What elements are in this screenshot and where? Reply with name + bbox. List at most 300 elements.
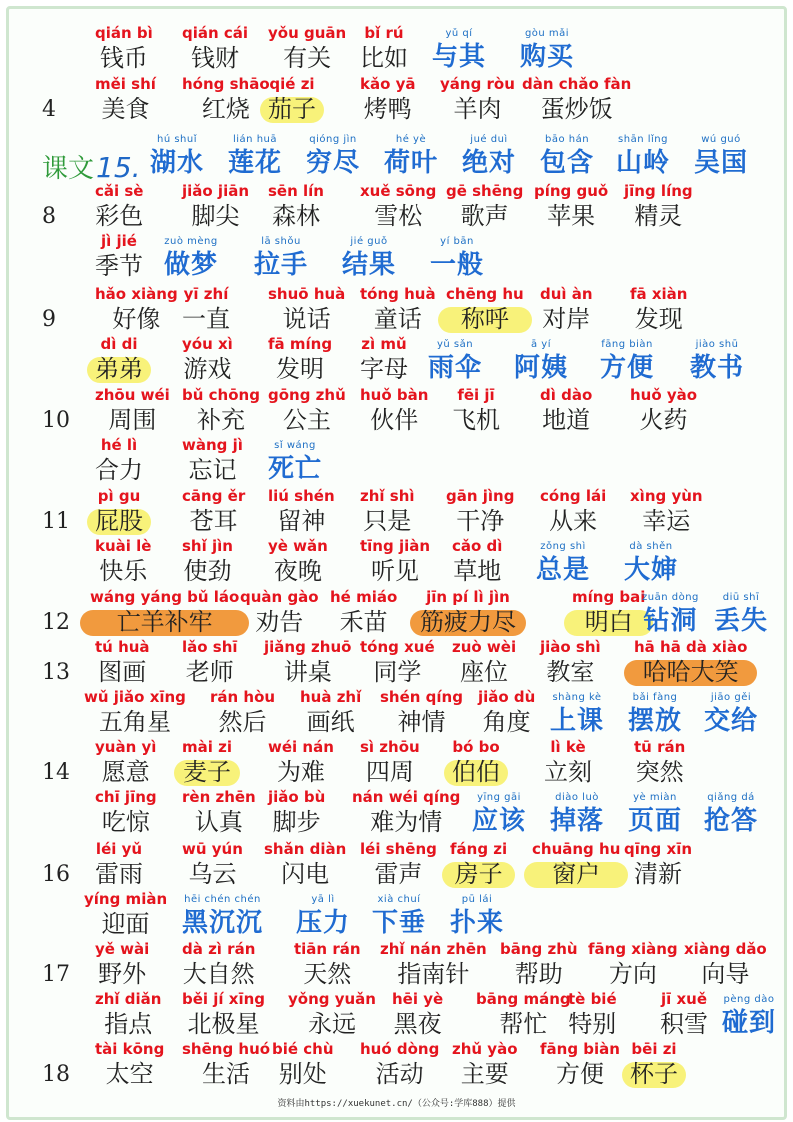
hanzi: 然后 xyxy=(218,708,267,736)
pinyin: shuō huà xyxy=(268,285,346,303)
hanzi: 难为情 xyxy=(370,808,443,836)
pinyin: qié zi xyxy=(269,75,315,93)
pinyin: diào luò xyxy=(555,792,599,803)
hanzi: 发现 xyxy=(634,305,683,333)
new-word xyxy=(228,130,282,180)
pinyin: hēi chén chén xyxy=(184,894,261,905)
pinyin: dì di xyxy=(100,335,138,353)
lesson-number: 10 xyxy=(42,408,70,433)
vocab-word xyxy=(182,487,245,537)
hanzi: 指点 xyxy=(104,1010,153,1038)
lesson-number: 8 xyxy=(42,204,56,229)
hanzi: 只是 xyxy=(363,507,412,535)
hanzi: 地道 xyxy=(542,406,591,434)
pinyin: shǐ jìn xyxy=(182,537,233,555)
pinyin: jué duì xyxy=(470,134,508,145)
hanzi: 图画 xyxy=(98,658,147,686)
pinyin: hēi yè xyxy=(392,990,444,1008)
vocab-word xyxy=(95,182,143,232)
pinyin: zuò mèng xyxy=(164,236,218,247)
hanzi: 明白 xyxy=(572,606,645,638)
pinyin: zhǐ shì xyxy=(360,487,415,505)
pinyin: jiāo gěi xyxy=(710,692,752,703)
new-word xyxy=(550,688,604,738)
hanzi: 字母 xyxy=(360,355,408,383)
pinyin: yī zhí xyxy=(183,285,229,303)
hanzi: 吃惊 xyxy=(101,808,150,836)
pinyin: hú shuǐ xyxy=(156,134,198,145)
vocab-word xyxy=(95,990,161,1040)
hanzi: 留神 xyxy=(277,507,326,535)
pinyin: jīn pí lì jìn xyxy=(426,588,510,606)
vocab-word xyxy=(95,285,178,335)
lesson-number: 15. xyxy=(96,151,141,184)
pinyin: yè wǎn xyxy=(268,537,328,555)
hanzi: 愿意 xyxy=(101,758,150,786)
pinyin: bǐ rú xyxy=(364,24,404,42)
new-word xyxy=(384,130,438,180)
pinyin: bó bo xyxy=(452,738,500,756)
vocab-row xyxy=(0,386,793,438)
pinyin: lā shǒu xyxy=(261,236,301,247)
pinyin: yě wài xyxy=(95,940,150,958)
hanzi: 拉手 xyxy=(254,250,309,280)
vocab-word xyxy=(95,232,143,282)
pinyin: fāng biàn xyxy=(540,1040,620,1058)
pinyin: jié guǒ xyxy=(350,236,388,247)
vocab-word xyxy=(684,940,767,990)
hanzi: 房子 xyxy=(450,858,507,890)
new-word xyxy=(628,788,682,838)
pinyin: jiào shì xyxy=(540,638,601,656)
highlighted-word xyxy=(90,588,239,638)
hanzi: 教室 xyxy=(546,658,595,686)
hanzi: 雷雨 xyxy=(95,860,143,888)
vocab-word xyxy=(182,840,243,890)
vocab-row xyxy=(0,487,793,539)
vocab-row xyxy=(0,436,793,488)
lesson-number: 4 xyxy=(42,97,56,122)
vocab-row xyxy=(0,738,793,790)
hanzi: 页面 xyxy=(628,806,683,836)
hanzi: 购买 xyxy=(520,42,575,72)
vocab-word xyxy=(182,436,243,486)
vocab-word xyxy=(360,24,408,74)
hanzi: 美食 xyxy=(101,95,150,123)
hanzi: 合力 xyxy=(95,456,143,484)
hanzi: 野外 xyxy=(98,960,147,988)
lesson-number: 14 xyxy=(42,760,70,785)
hanzi: 太空 xyxy=(105,1060,154,1088)
pinyin: dà zì rán xyxy=(182,940,256,958)
vocab-word xyxy=(540,1040,620,1090)
vocab-word xyxy=(288,990,376,1040)
hanzi: 方便 xyxy=(555,1060,604,1088)
hanzi: 画纸 xyxy=(306,708,355,736)
vocab-word xyxy=(360,840,437,890)
hanzi: 大自然 xyxy=(182,960,255,988)
new-word xyxy=(628,688,682,738)
vocab-word xyxy=(182,182,249,232)
pinyin: zhǐ nán zhēn xyxy=(380,940,487,958)
vocab-word xyxy=(588,940,678,990)
pinyin: hé miáo xyxy=(330,588,398,606)
pinyin: jī xuě xyxy=(660,990,708,1008)
lesson-number: 9 xyxy=(42,307,56,332)
vocab-word xyxy=(95,436,143,486)
hanzi: 窗户 xyxy=(532,858,620,890)
pinyin: huà zhǐ xyxy=(300,688,362,706)
vocab-word xyxy=(182,940,255,990)
vocab-word xyxy=(452,638,516,688)
pinyin: sǐ wáng xyxy=(274,440,316,451)
new-word xyxy=(694,130,748,180)
pinyin: fā xiàn xyxy=(630,285,688,303)
vocab-word xyxy=(330,588,397,638)
pinyin: xìng yùn xyxy=(630,487,703,505)
new-word xyxy=(150,130,204,180)
hanzi: 做梦 xyxy=(164,250,219,280)
hanzi: 一直 xyxy=(182,305,230,333)
vocab-row xyxy=(0,537,793,589)
vocab-word xyxy=(360,738,420,788)
vocab-word xyxy=(95,75,156,125)
new-word xyxy=(306,130,360,180)
hanzi: 永远 xyxy=(307,1010,356,1038)
hanzi: 彩色 xyxy=(95,202,144,230)
hanzi: 黑沉沉 xyxy=(182,908,264,938)
pinyin: bié chù xyxy=(272,1040,334,1058)
pinyin: tè bié xyxy=(568,990,617,1008)
new-word xyxy=(550,788,604,838)
vocab-word xyxy=(95,840,143,890)
hanzi: 游戏 xyxy=(183,355,232,383)
vocab-row xyxy=(0,688,793,740)
hanzi: 角度 xyxy=(482,708,531,736)
new-word xyxy=(428,335,482,385)
highlighted-word xyxy=(182,738,232,788)
vocab-word xyxy=(268,386,346,436)
hanzi: 快乐 xyxy=(99,557,148,585)
vocab-row xyxy=(0,130,793,182)
vocab-word xyxy=(95,24,153,74)
hanzi: 亡羊补牢 xyxy=(90,606,239,638)
pinyin: shān lǐng xyxy=(618,134,668,145)
hanzi: 认真 xyxy=(194,808,243,836)
hanzi: 丢失 xyxy=(714,606,769,636)
pinyin: tiān rán xyxy=(294,940,361,958)
pinyin: qián bì xyxy=(95,24,153,42)
hanzi: 苹果 xyxy=(547,202,596,230)
vocab-word xyxy=(182,75,270,125)
new-word xyxy=(714,588,768,638)
vocab-word xyxy=(95,1040,164,1090)
hanzi: 阿姨 xyxy=(514,353,569,383)
pinyin: wú guó xyxy=(701,134,741,145)
vocab-word xyxy=(360,285,436,335)
new-word xyxy=(624,537,678,587)
highlighted-word xyxy=(420,588,516,638)
hanzi: 结果 xyxy=(342,250,397,280)
hanzi: 吴国 xyxy=(694,148,749,178)
hanzi: 活动 xyxy=(375,1060,424,1088)
pinyin: jiǎo dù xyxy=(478,688,536,706)
hanzi: 特别 xyxy=(568,1010,617,1038)
pinyin: gōng zhǔ xyxy=(268,386,346,404)
vocab-row xyxy=(0,232,793,284)
hanzi: 使劲 xyxy=(183,557,232,585)
vocab-word xyxy=(352,788,460,838)
vocab-word xyxy=(478,688,535,738)
new-word xyxy=(254,232,308,282)
vocab-word xyxy=(240,588,319,638)
hanzi: 绝对 xyxy=(462,148,517,178)
hanzi: 干净 xyxy=(456,507,505,535)
pinyin: hé yè xyxy=(395,134,427,145)
new-word xyxy=(600,335,654,385)
pinyin: jiǎo bù xyxy=(268,788,326,806)
hanzi: 劝告 xyxy=(255,608,304,636)
vocab-word xyxy=(182,386,260,436)
vocab-word xyxy=(446,182,523,232)
hanzi: 飞机 xyxy=(452,406,500,434)
pinyin: shàng kè xyxy=(552,692,602,703)
hanzi: 伙伴 xyxy=(370,406,419,434)
pinyin: yīng gāi xyxy=(477,792,521,803)
pinyin: tài kōng xyxy=(95,1040,165,1058)
pinyin: jì jié xyxy=(101,232,137,250)
vocab-word xyxy=(540,386,592,436)
vocab-word xyxy=(294,940,361,990)
pinyin: tóng huà xyxy=(360,285,436,303)
vocab-word xyxy=(360,487,415,537)
hanzi: 掉落 xyxy=(550,806,605,836)
highlighted-word xyxy=(95,487,143,537)
hanzi: 交给 xyxy=(704,706,759,736)
hanzi: 方向 xyxy=(608,960,657,988)
hanzi: 上课 xyxy=(550,706,605,736)
hanzi: 立刻 xyxy=(544,758,592,786)
pinyin: huó dòng xyxy=(360,1040,440,1058)
pinyin: kǎo yā xyxy=(360,75,416,93)
vocab-word xyxy=(182,24,248,74)
new-word xyxy=(462,130,516,180)
pinyin: lǎo shī xyxy=(182,638,238,656)
pinyin: shēng huó xyxy=(182,1040,271,1058)
pinyin: wáng yáng bǔ láo xyxy=(90,588,240,606)
pinyin: fāng xiàng xyxy=(588,940,678,958)
highlighted-word xyxy=(95,335,143,385)
hanzi: 压力 xyxy=(296,908,351,938)
highlighted-word xyxy=(532,840,620,890)
vocab-word xyxy=(264,840,346,890)
pinyin: shén qíng xyxy=(380,688,463,706)
vocab-word xyxy=(540,638,601,688)
pinyin: fāng biàn xyxy=(601,339,653,350)
new-word xyxy=(540,130,594,180)
pinyin: yí bān xyxy=(440,236,474,247)
pinyin: gē shēng xyxy=(446,182,524,200)
hanzi: 钻洞 xyxy=(643,606,698,636)
hanzi: 应该 xyxy=(472,806,527,836)
hanzi: 脚尖 xyxy=(191,202,240,230)
pinyin: duì àn xyxy=(540,285,593,303)
highlighted-word xyxy=(630,1040,678,1090)
new-word xyxy=(704,788,758,838)
vocab-word xyxy=(268,285,345,335)
hanzi: 雪松 xyxy=(374,202,423,230)
pinyin: lián huā xyxy=(233,134,278,145)
vocab-word xyxy=(95,386,170,436)
new-word xyxy=(182,890,263,940)
pinyin: qiǎng dá xyxy=(707,792,755,803)
vocab-word xyxy=(522,75,631,125)
hanzi: 抢答 xyxy=(704,806,759,836)
hanzi: 对岸 xyxy=(542,305,591,333)
vocab-word xyxy=(268,788,325,838)
pinyin: bǎi fàng xyxy=(632,692,678,703)
hanzi: 弟弟 xyxy=(95,355,143,383)
hanzi: 筋疲力尽 xyxy=(420,608,516,636)
pinyin: zhǔ yào xyxy=(452,1040,518,1058)
pinyin: rán hòu xyxy=(210,688,276,706)
pinyin: yǒu guān xyxy=(268,24,347,42)
vocab-word xyxy=(182,335,233,385)
vocab-word xyxy=(182,788,256,838)
hanzi: 说话 xyxy=(282,305,331,333)
vocab-word xyxy=(630,487,703,537)
pinyin: yǔ sǎn xyxy=(436,339,474,350)
hanzi: 羊肉 xyxy=(453,95,502,123)
hanzi: 忘记 xyxy=(188,456,237,484)
vocab-word xyxy=(300,688,361,738)
highlighted-word xyxy=(572,588,645,638)
vocab-word xyxy=(380,940,487,990)
vocab-word xyxy=(95,738,156,788)
hanzi: 清新 xyxy=(634,860,682,888)
hanzi: 周围 xyxy=(108,406,157,434)
hanzi: 天然 xyxy=(303,960,352,988)
vocab-word xyxy=(440,75,515,125)
vocab-word xyxy=(360,537,430,587)
pinyin: yáng ròu xyxy=(440,75,515,93)
vocab-row xyxy=(0,285,793,337)
vocab-word xyxy=(544,738,592,788)
new-word xyxy=(536,537,590,587)
vocab-word xyxy=(95,537,151,587)
pinyin: qióng jìn xyxy=(309,134,357,145)
vocab-row xyxy=(0,788,793,840)
pinyin: fā míng xyxy=(268,335,333,353)
vocab-row xyxy=(0,990,793,1042)
hanzi: 红烧 xyxy=(201,95,250,123)
vocab-word xyxy=(380,688,463,738)
hanzi: 方便 xyxy=(600,353,655,383)
pinyin: liú shén xyxy=(268,487,335,505)
footer-note: 资料由https://xuekunet.cn/（公众号:学库888）提供 xyxy=(277,1099,516,1109)
hanzi: 与其 xyxy=(432,42,487,72)
pinyin: kuài lè xyxy=(95,537,152,555)
vocab-word xyxy=(182,638,238,688)
pinyin: gòu mǎi xyxy=(524,28,570,39)
vocab-word xyxy=(634,738,685,788)
pinyin: yíng miàn xyxy=(84,890,168,908)
hanzi: 为难 xyxy=(276,758,325,786)
vocab-word xyxy=(624,840,692,890)
hanzi: 帮忙 xyxy=(499,1010,548,1038)
lesson-heading xyxy=(42,148,141,185)
hanzi: 好像 xyxy=(112,305,161,333)
new-word xyxy=(514,335,568,385)
pinyin: pèng dào xyxy=(723,994,775,1005)
vocab-word xyxy=(452,1040,518,1090)
pinyin: bāo hán xyxy=(544,134,590,145)
vocab-row xyxy=(0,182,793,234)
hanzi: 苍耳 xyxy=(189,507,238,535)
pinyin: měi shí xyxy=(95,75,156,93)
hanzi: 发明 xyxy=(276,355,325,383)
hanzi: 听见 xyxy=(371,557,420,585)
highlighted-word xyxy=(450,840,507,890)
highlighted-word xyxy=(268,75,316,125)
hanzi: 精灵 xyxy=(634,202,683,230)
pinyin: zhōu wéi xyxy=(95,386,170,404)
vocab-row xyxy=(0,890,793,942)
vocab-word xyxy=(182,990,265,1040)
pinyin: yè miàn xyxy=(633,792,677,803)
pinyin: huǒ bàn xyxy=(360,386,429,404)
new-word xyxy=(372,890,426,940)
pinyin: chī jīng xyxy=(95,788,157,806)
pinyin: yǔ qí xyxy=(445,28,473,39)
hanzi: 向导 xyxy=(701,960,750,988)
vocab-word xyxy=(534,182,608,232)
hanzi: 公主 xyxy=(282,406,331,434)
hanzi: 雨伞 xyxy=(428,353,483,383)
pinyin: chēng hu xyxy=(446,285,524,303)
hanzi: 森林 xyxy=(271,202,320,230)
pinyin: léi yǔ xyxy=(95,840,143,858)
hanzi: 称呼 xyxy=(446,303,524,335)
pinyin: tīng jiàn xyxy=(360,537,431,555)
pinyin: cóng lái xyxy=(540,487,607,505)
pinyin: wǔ jiǎo xīng xyxy=(84,688,186,706)
hanzi: 别处 xyxy=(278,1060,327,1088)
vocab-row xyxy=(0,1040,793,1092)
new-word xyxy=(472,788,526,838)
hanzi: 摆放 xyxy=(628,706,683,736)
vocab-row xyxy=(0,840,793,892)
vocab-word xyxy=(95,638,150,688)
lesson-number: 13 xyxy=(42,660,70,685)
vocab-word xyxy=(268,335,332,385)
pinyin: bǔ chōng xyxy=(182,386,260,404)
vocab-word xyxy=(540,285,593,335)
pinyin: shǎn diàn xyxy=(264,840,347,858)
pinyin: sēn lín xyxy=(268,182,324,200)
hanzi: 下垂 xyxy=(372,908,427,938)
hanzi: 伯伯 xyxy=(452,758,500,786)
pinyin: yā lì xyxy=(311,894,335,905)
new-word xyxy=(432,24,486,74)
hanzi: 禾苗 xyxy=(339,608,388,636)
vocab-word xyxy=(568,990,617,1040)
pinyin: tú huà xyxy=(95,638,150,656)
lesson-label: 课文 xyxy=(42,154,95,184)
hanzi: 死亡 xyxy=(268,454,323,484)
highlighted-word xyxy=(634,638,747,688)
lesson-number: 11 xyxy=(42,509,70,534)
